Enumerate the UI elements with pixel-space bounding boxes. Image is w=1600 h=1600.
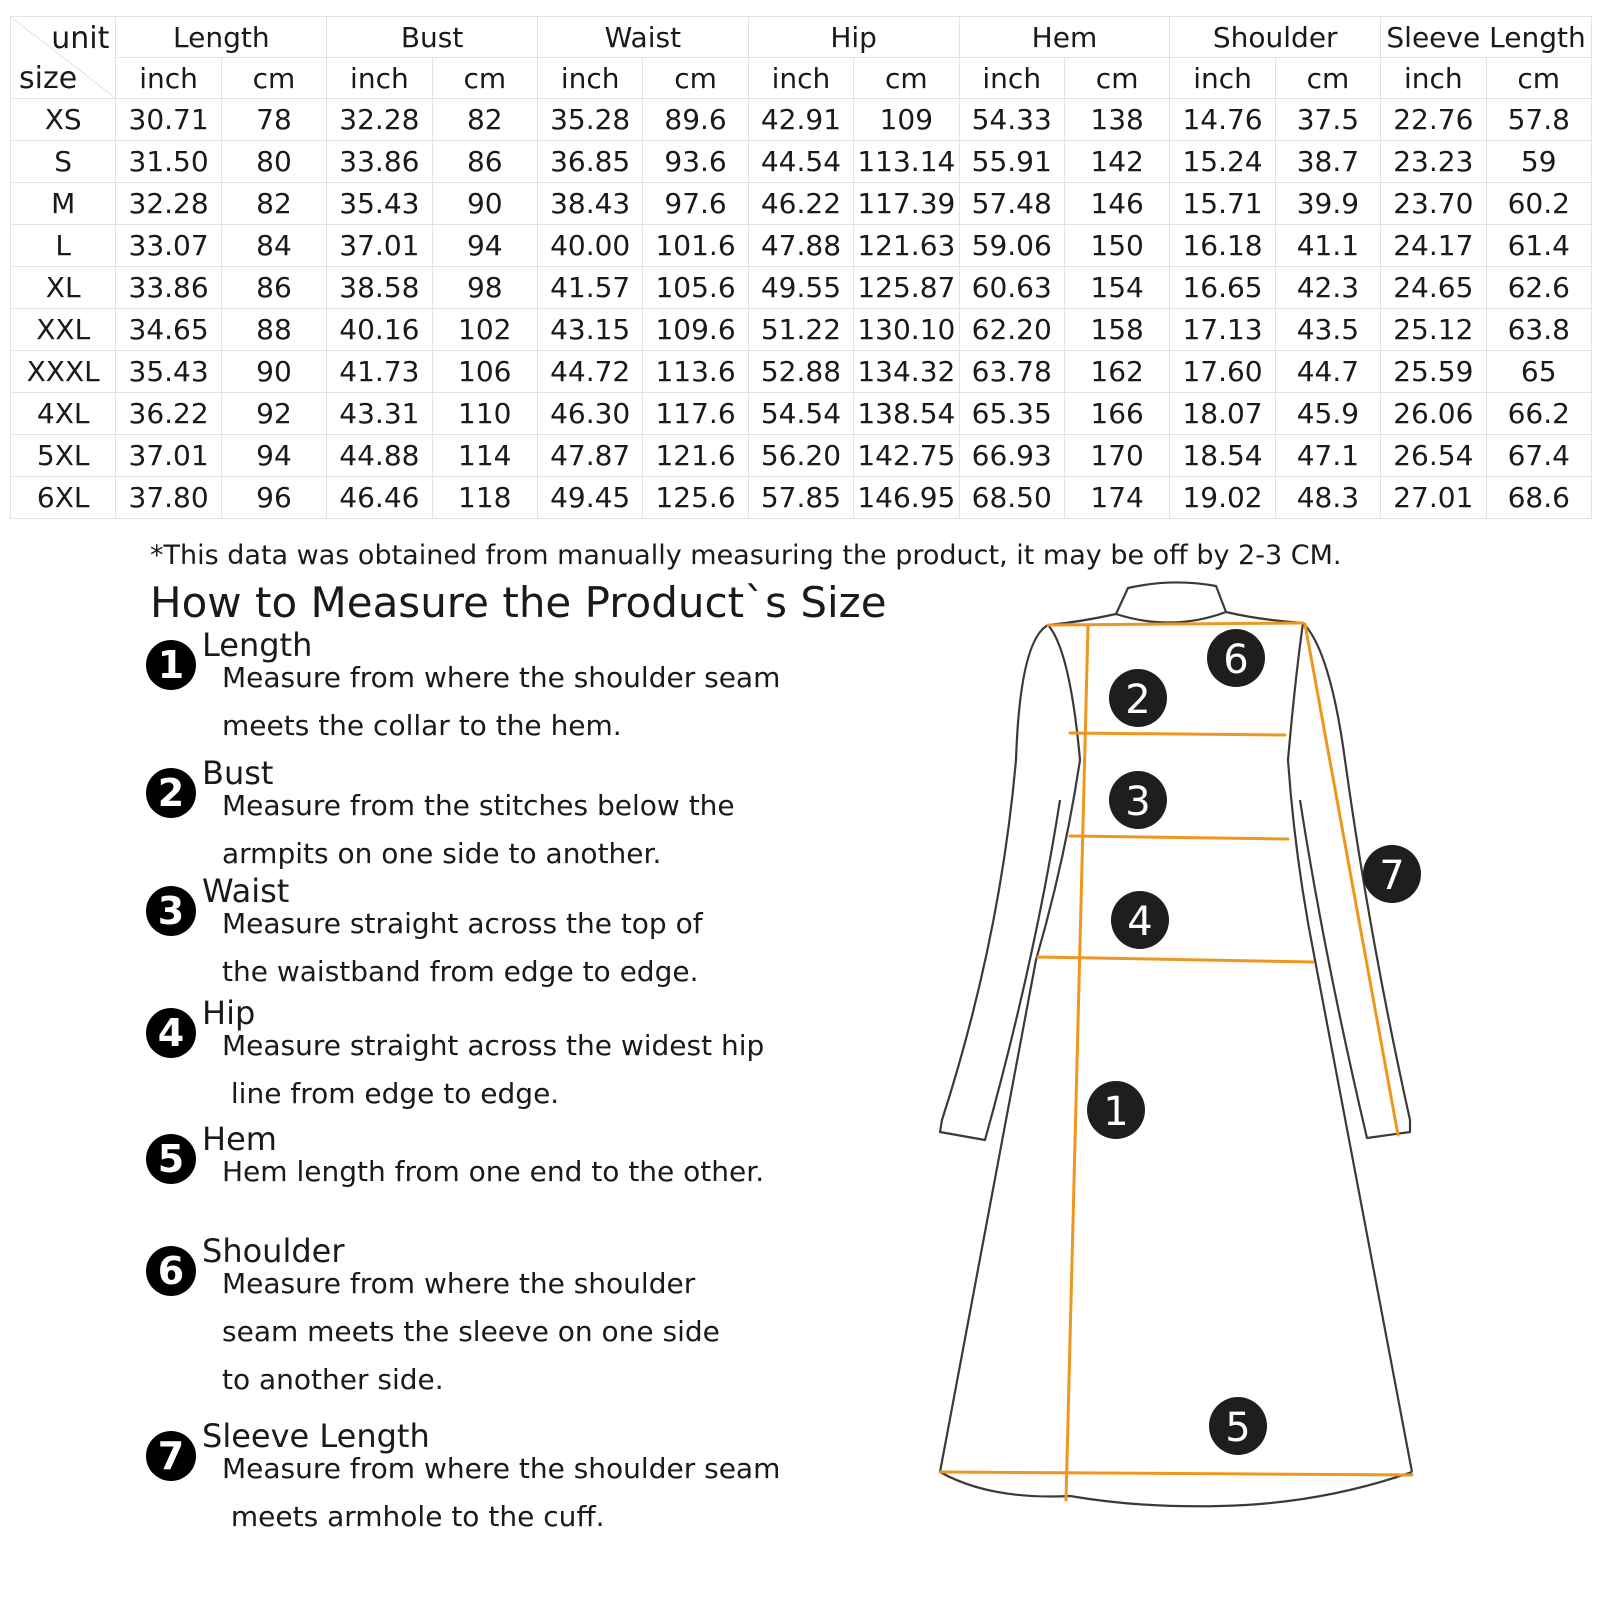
table-cell: 86 bbox=[221, 267, 326, 309]
table-row bbox=[11, 477, 1592, 519]
table-cell: 46.46 bbox=[327, 477, 432, 519]
step-description-line: seam meets the sleeve on one side bbox=[222, 1315, 720, 1348]
shoulder-line bbox=[1048, 623, 1303, 625]
step-name: Sleeve Length bbox=[202, 1417, 430, 1455]
table-cell: 14.76 bbox=[1170, 99, 1275, 141]
step-number-badge: 5 bbox=[146, 1134, 196, 1184]
table-cell: 125.6 bbox=[643, 477, 748, 519]
size-label: size bbox=[19, 61, 78, 96]
table-cell: 37.80 bbox=[116, 477, 221, 519]
table-cell: 98 bbox=[432, 267, 537, 309]
step-name: Hip bbox=[202, 994, 256, 1032]
table-cell: 38.58 bbox=[327, 267, 432, 309]
size-chart-table bbox=[10, 16, 1592, 519]
unit-label: unit bbox=[51, 21, 110, 56]
table-cell: 41.73 bbox=[327, 351, 432, 393]
step-description bbox=[222, 1445, 780, 1541]
marker-4 bbox=[1111, 891, 1169, 949]
marker-5 bbox=[1209, 1397, 1267, 1455]
size-cell: XXL bbox=[11, 309, 116, 351]
table-cell: 18.54 bbox=[1170, 435, 1275, 477]
table-cell: 43.5 bbox=[1275, 309, 1380, 351]
table-cell: 37.01 bbox=[116, 435, 221, 477]
table-cell: 134.32 bbox=[854, 351, 959, 393]
table-cell: 47.1 bbox=[1275, 435, 1380, 477]
table-row bbox=[11, 393, 1592, 435]
table-row bbox=[11, 351, 1592, 393]
step-description-line: Measure from where the shoulder seam bbox=[222, 1452, 781, 1485]
step-name: Bust bbox=[202, 754, 274, 792]
step-description-line: Measure straight across the top of bbox=[222, 907, 703, 940]
step-name: Length bbox=[202, 626, 313, 664]
step-description bbox=[222, 1022, 764, 1118]
table-cell: 26.54 bbox=[1381, 435, 1486, 477]
step-number-badge: 4 bbox=[146, 1008, 196, 1058]
table-cell: 32.28 bbox=[327, 99, 432, 141]
marker-6 bbox=[1207, 629, 1265, 687]
table-cell: 42.3 bbox=[1275, 267, 1380, 309]
table-cell: 54.54 bbox=[748, 393, 853, 435]
table-cell: 62.20 bbox=[959, 309, 1064, 351]
step-number-badge: 2 bbox=[146, 768, 196, 818]
step-description-line: the waistband from edge to edge. bbox=[222, 955, 699, 988]
table-cell: 88 bbox=[221, 309, 326, 351]
table-cell: 138 bbox=[1064, 99, 1169, 141]
table-cell: 44.7 bbox=[1275, 351, 1380, 393]
table-cell: 17.60 bbox=[1170, 351, 1275, 393]
table-cell: 109.6 bbox=[643, 309, 748, 351]
guide-title: How to Measure the Product`s Size bbox=[150, 578, 887, 627]
step-description-line: Measure from where the shoulder seam bbox=[222, 661, 781, 694]
marker-label: 4 bbox=[1127, 899, 1153, 945]
col-header-length: Length bbox=[116, 17, 327, 58]
table-cell: 36.22 bbox=[116, 393, 221, 435]
table-cell: 44.88 bbox=[327, 435, 432, 477]
marker-3 bbox=[1109, 771, 1167, 829]
table-cell: 86 bbox=[432, 141, 537, 183]
waist-line bbox=[1070, 836, 1288, 839]
table-cell: 23.70 bbox=[1381, 183, 1486, 225]
table-cell: 117.39 bbox=[854, 183, 959, 225]
table-cell: 35.43 bbox=[116, 351, 221, 393]
table-cell: 16.65 bbox=[1170, 267, 1275, 309]
size-cell: 4XL bbox=[11, 393, 116, 435]
table-cell: 52.88 bbox=[748, 351, 853, 393]
table-cell: 94 bbox=[221, 435, 326, 477]
step-description-line: to another side. bbox=[222, 1363, 444, 1396]
table-row bbox=[11, 183, 1592, 225]
table-cell: 46.22 bbox=[748, 183, 853, 225]
header-row-units bbox=[11, 58, 1592, 99]
step-name: Shoulder bbox=[202, 1232, 345, 1270]
table-cell: 68.50 bbox=[959, 477, 1064, 519]
table-cell: 66.93 bbox=[959, 435, 1064, 477]
size-cell: 6XL bbox=[11, 477, 116, 519]
table-cell: 43.15 bbox=[537, 309, 642, 351]
table-cell: 96 bbox=[221, 477, 326, 519]
table-cell: 166 bbox=[1064, 393, 1169, 435]
marker-label: 6 bbox=[1223, 637, 1249, 683]
table-cell: 60.2 bbox=[1486, 183, 1592, 225]
table-cell: 65.35 bbox=[959, 393, 1064, 435]
table-cell: 47.87 bbox=[537, 435, 642, 477]
step-description bbox=[222, 1260, 720, 1404]
col-header-sleeve-length: Sleeve Length bbox=[1381, 17, 1592, 58]
step-number-badge: 7 bbox=[146, 1431, 196, 1481]
table-cell: 92 bbox=[221, 393, 326, 435]
table-cell: 51.22 bbox=[748, 309, 853, 351]
table-row bbox=[11, 309, 1592, 351]
marker-label: 3 bbox=[1125, 779, 1151, 825]
table-cell: 114 bbox=[432, 435, 537, 477]
step-description bbox=[222, 1148, 764, 1196]
table-cell: 118 bbox=[432, 477, 537, 519]
table-cell: 142.75 bbox=[854, 435, 959, 477]
table-cell: 33.86 bbox=[116, 267, 221, 309]
table-cell: 38.43 bbox=[537, 183, 642, 225]
table-cell: 82 bbox=[221, 183, 326, 225]
table-cell: 113.14 bbox=[854, 141, 959, 183]
bust-line bbox=[1070, 733, 1285, 735]
table-cell: 146.95 bbox=[854, 477, 959, 519]
table-cell: 110 bbox=[432, 393, 537, 435]
dress-outline bbox=[940, 582, 1412, 1506]
table-cell: 105.6 bbox=[643, 267, 748, 309]
unit-header-inch: inch bbox=[959, 58, 1064, 99]
table-cell: 94 bbox=[432, 225, 537, 267]
table-cell: 48.3 bbox=[1275, 477, 1380, 519]
table-cell: 38.7 bbox=[1275, 141, 1380, 183]
corner-cell bbox=[11, 17, 116, 99]
table-cell: 44.54 bbox=[748, 141, 853, 183]
table-cell: 146 bbox=[1064, 183, 1169, 225]
table-cell: 19.02 bbox=[1170, 477, 1275, 519]
unit-header-inch: inch bbox=[116, 58, 221, 99]
table-cell: 45.9 bbox=[1275, 393, 1380, 435]
table-cell: 89.6 bbox=[643, 99, 748, 141]
table-row bbox=[11, 435, 1592, 477]
marker-label: 7 bbox=[1379, 853, 1405, 899]
table-cell: 121.6 bbox=[643, 435, 748, 477]
dress-diagram bbox=[920, 560, 1440, 1520]
measure-markers bbox=[1087, 629, 1421, 1455]
table-cell: 31.50 bbox=[116, 141, 221, 183]
table-cell: 41.1 bbox=[1275, 225, 1380, 267]
table-cell: 106 bbox=[432, 351, 537, 393]
table-cell: 54.33 bbox=[959, 99, 1064, 141]
table-cell: 25.12 bbox=[1381, 309, 1486, 351]
marker-label: 5 bbox=[1225, 1405, 1251, 1451]
table-cell: 59 bbox=[1486, 141, 1592, 183]
table-cell: 63.78 bbox=[959, 351, 1064, 393]
table-cell: 57.85 bbox=[748, 477, 853, 519]
table-cell: 23.23 bbox=[1381, 141, 1486, 183]
table-cell: 34.65 bbox=[116, 309, 221, 351]
table-cell: 56.20 bbox=[748, 435, 853, 477]
table-cell: 22.76 bbox=[1381, 99, 1486, 141]
table-cell: 82 bbox=[432, 99, 537, 141]
unit-header-inch: inch bbox=[537, 58, 642, 99]
step-name: Hem bbox=[202, 1120, 277, 1158]
size-cell: XL bbox=[11, 267, 116, 309]
unit-header-cm: cm bbox=[1486, 58, 1592, 99]
col-header-hem: Hem bbox=[959, 17, 1170, 58]
step-description bbox=[222, 900, 703, 996]
step-description bbox=[222, 654, 780, 750]
size-cell: XXXL bbox=[11, 351, 116, 393]
step-description-line: armpits on one side to another. bbox=[222, 837, 662, 870]
measurement-note: *This data was obtained from manually measuring the product, it may be off by 2-3 CM. bbox=[150, 540, 1342, 571]
table-cell: 36.85 bbox=[537, 141, 642, 183]
step-description-line: meets armhole to the cuff. bbox=[222, 1500, 605, 1533]
table-cell: 40.16 bbox=[327, 309, 432, 351]
table-cell: 117.6 bbox=[643, 393, 748, 435]
table-cell: 60.63 bbox=[959, 267, 1064, 309]
table-cell: 25.59 bbox=[1381, 351, 1486, 393]
table-cell: 59.06 bbox=[959, 225, 1064, 267]
size-cell: L bbox=[11, 225, 116, 267]
step-description-line: Hem length from one end to the other. bbox=[222, 1155, 765, 1188]
size-cell: XS bbox=[11, 99, 116, 141]
table-cell: 40.00 bbox=[537, 225, 642, 267]
table-cell: 24.65 bbox=[1381, 267, 1486, 309]
table-cell: 39.9 bbox=[1275, 183, 1380, 225]
col-header-shoulder: Shoulder bbox=[1170, 17, 1381, 58]
col-header-bust: Bust bbox=[327, 17, 538, 58]
table-cell: 15.71 bbox=[1170, 183, 1275, 225]
marker-7 bbox=[1363, 845, 1421, 903]
table-cell: 16.18 bbox=[1170, 225, 1275, 267]
table-cell: 42.91 bbox=[748, 99, 853, 141]
table-cell: 57.8 bbox=[1486, 99, 1592, 141]
unit-header-inch: inch bbox=[748, 58, 853, 99]
table-row bbox=[11, 99, 1592, 141]
step-description-line: Measure straight across the widest hip bbox=[222, 1029, 765, 1062]
step-number-badge: 3 bbox=[146, 886, 196, 936]
step-number-badge: 6 bbox=[146, 1246, 196, 1296]
marker-1 bbox=[1087, 1081, 1145, 1139]
table-cell: 61.4 bbox=[1486, 225, 1592, 267]
unit-header-cm: cm bbox=[854, 58, 959, 99]
step-description bbox=[222, 782, 735, 878]
table-cell: 33.86 bbox=[327, 141, 432, 183]
table-cell: 27.01 bbox=[1381, 477, 1486, 519]
table-cell: 33.07 bbox=[116, 225, 221, 267]
table-cell: 24.17 bbox=[1381, 225, 1486, 267]
table-cell: 37.5 bbox=[1275, 99, 1380, 141]
table-cell: 109 bbox=[854, 99, 959, 141]
table-cell: 26.06 bbox=[1381, 393, 1486, 435]
table-cell: 113.6 bbox=[643, 351, 748, 393]
marker-label: 2 bbox=[1125, 677, 1151, 723]
table-row bbox=[11, 267, 1592, 309]
table-cell: 174 bbox=[1064, 477, 1169, 519]
table-cell: 66.2 bbox=[1486, 393, 1592, 435]
table-cell: 65 bbox=[1486, 351, 1592, 393]
unit-header-cm: cm bbox=[221, 58, 326, 99]
table-cell: 154 bbox=[1064, 267, 1169, 309]
measure-lines bbox=[940, 623, 1412, 1500]
table-cell: 150 bbox=[1064, 225, 1169, 267]
table-cell: 37.01 bbox=[327, 225, 432, 267]
table-cell: 17.13 bbox=[1170, 309, 1275, 351]
table-cell: 158 bbox=[1064, 309, 1169, 351]
table-cell: 43.31 bbox=[327, 393, 432, 435]
table-row bbox=[11, 225, 1592, 267]
table-cell: 138.54 bbox=[854, 393, 959, 435]
unit-header-cm: cm bbox=[1064, 58, 1169, 99]
step-description-line: line from edge to edge. bbox=[222, 1077, 560, 1110]
unit-header-inch: inch bbox=[1381, 58, 1486, 99]
table-cell: 35.28 bbox=[537, 99, 642, 141]
table-cell: 80 bbox=[221, 141, 326, 183]
table-cell: 57.48 bbox=[959, 183, 1064, 225]
table-cell: 49.55 bbox=[748, 267, 853, 309]
step-description-line: Measure from where the shoulder bbox=[222, 1267, 696, 1300]
unit-header-inch: inch bbox=[327, 58, 432, 99]
size-cell: 5XL bbox=[11, 435, 116, 477]
table-cell: 30.71 bbox=[116, 99, 221, 141]
table-cell: 35.43 bbox=[327, 183, 432, 225]
table-cell: 18.07 bbox=[1170, 393, 1275, 435]
table-cell: 49.45 bbox=[537, 477, 642, 519]
table-cell: 162 bbox=[1064, 351, 1169, 393]
step-name: Waist bbox=[202, 872, 290, 910]
table-cell: 93.6 bbox=[643, 141, 748, 183]
table-cell: 41.57 bbox=[537, 267, 642, 309]
table-cell: 170 bbox=[1064, 435, 1169, 477]
table-cell: 68.6 bbox=[1486, 477, 1592, 519]
step-number-badge: 1 bbox=[146, 640, 196, 690]
table-cell: 130.10 bbox=[854, 309, 959, 351]
unit-header-cm: cm bbox=[432, 58, 537, 99]
table-cell: 55.91 bbox=[959, 141, 1064, 183]
col-header-hip: Hip bbox=[748, 17, 959, 58]
table-cell: 90 bbox=[432, 183, 537, 225]
length-line bbox=[1066, 626, 1088, 1500]
table-cell: 101.6 bbox=[643, 225, 748, 267]
table-cell: 142 bbox=[1064, 141, 1169, 183]
table-cell: 32.28 bbox=[116, 183, 221, 225]
table-cell: 78 bbox=[221, 99, 326, 141]
step-description-line: meets the collar to the hem. bbox=[222, 709, 622, 742]
table-cell: 102 bbox=[432, 309, 537, 351]
unit-header-cm: cm bbox=[1275, 58, 1380, 99]
table-row bbox=[11, 141, 1592, 183]
size-cell: M bbox=[11, 183, 116, 225]
table-cell: 63.8 bbox=[1486, 309, 1592, 351]
table-cell: 67.4 bbox=[1486, 435, 1592, 477]
table-cell: 97.6 bbox=[643, 183, 748, 225]
size-cell: S bbox=[11, 141, 116, 183]
table-cell: 121.63 bbox=[854, 225, 959, 267]
table-cell: 15.24 bbox=[1170, 141, 1275, 183]
table-cell: 47.88 bbox=[748, 225, 853, 267]
table-cell: 84 bbox=[221, 225, 326, 267]
step-description-line: Measure from the stitches below the bbox=[222, 789, 735, 822]
table-cell: 125.87 bbox=[854, 267, 959, 309]
table-cell: 62.6 bbox=[1486, 267, 1592, 309]
unit-header-inch: inch bbox=[1170, 58, 1275, 99]
marker-2 bbox=[1109, 669, 1167, 727]
hem-line bbox=[940, 1472, 1412, 1475]
unit-header-cm: cm bbox=[643, 58, 748, 99]
table-cell: 44.72 bbox=[537, 351, 642, 393]
table-cell: 46.30 bbox=[537, 393, 642, 435]
table-cell: 90 bbox=[221, 351, 326, 393]
col-header-waist: Waist bbox=[537, 17, 748, 58]
marker-label: 1 bbox=[1103, 1089, 1129, 1135]
header-row-measurements bbox=[11, 17, 1592, 58]
